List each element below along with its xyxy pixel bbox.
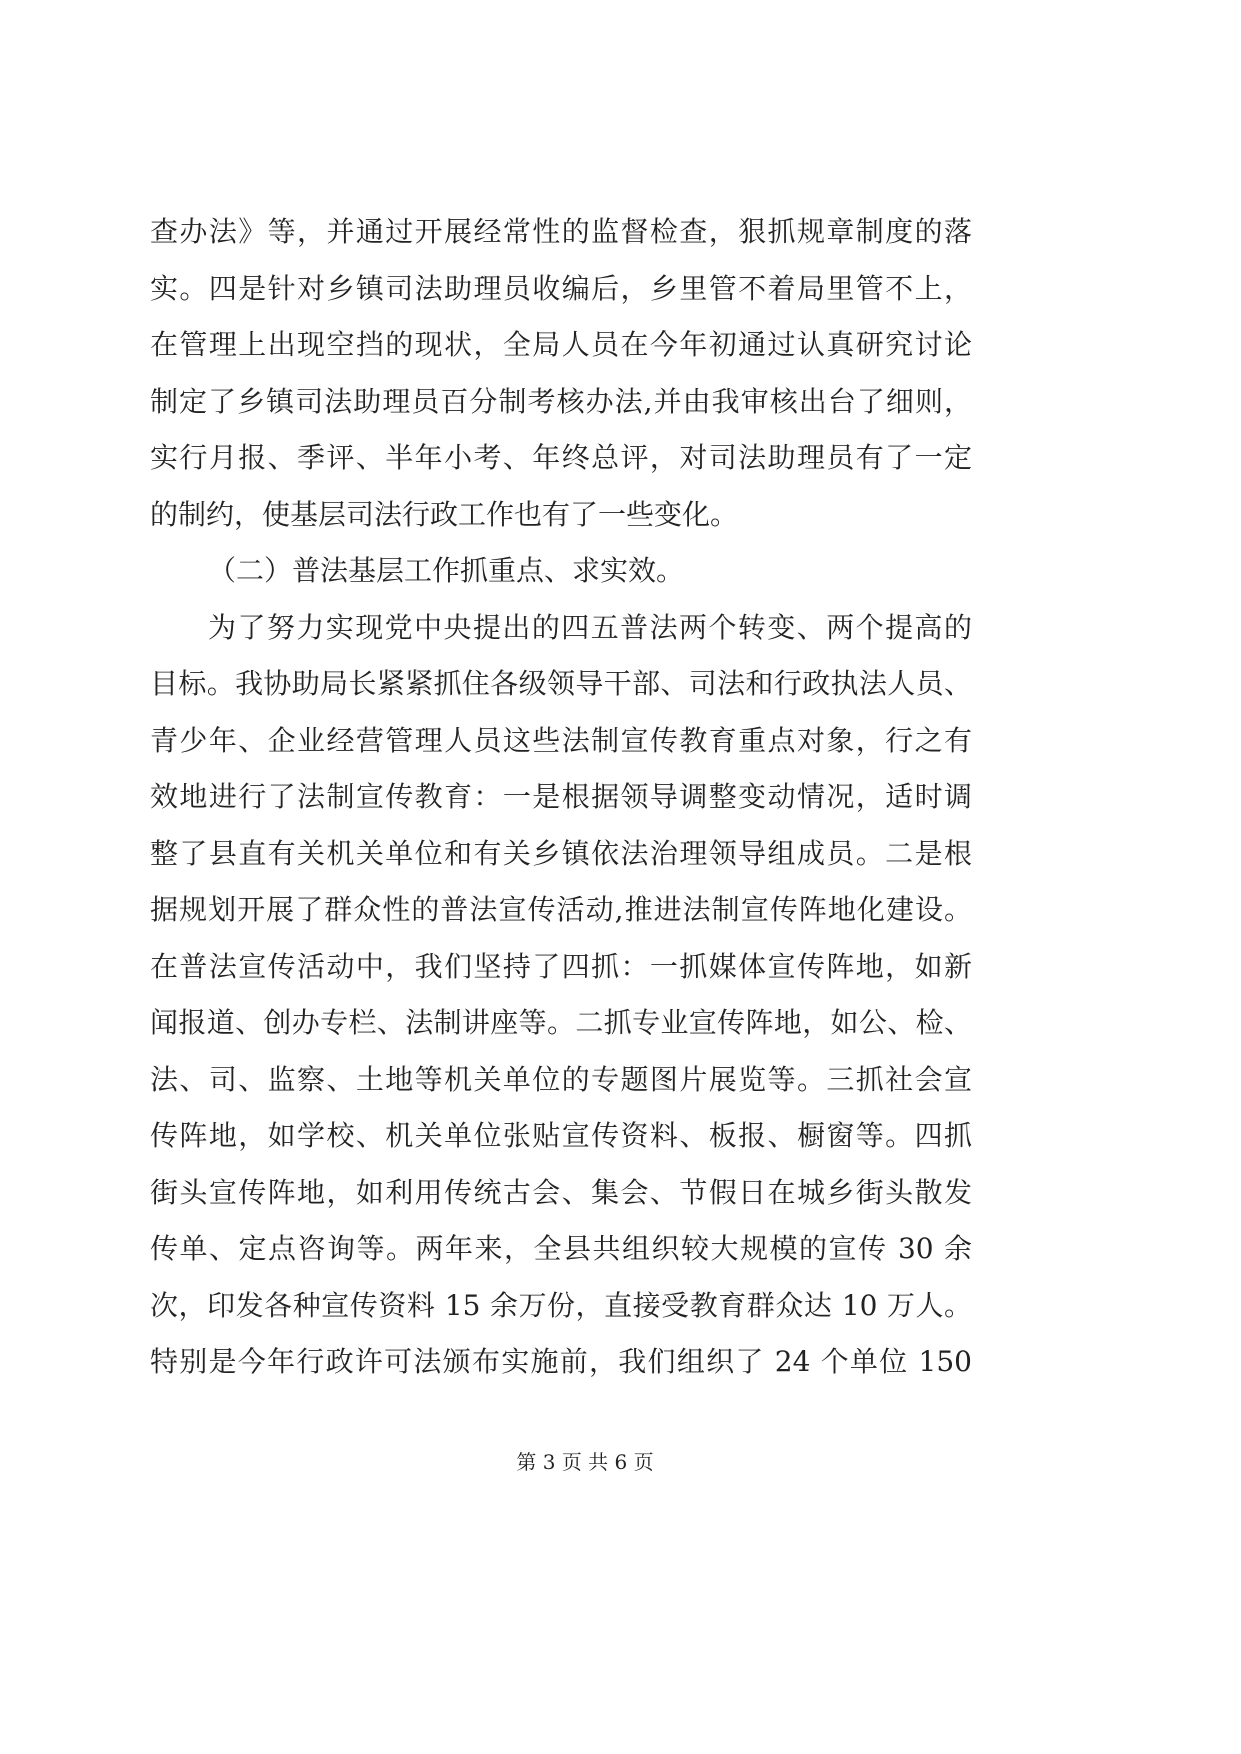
text-line: 传单、定点咨询等。两年来，全县共组织较大规模的宣传 30 余 — [150, 1232, 972, 1265]
text-line: 次，印发各种宣传资料 15 余万份，直接受教育群众达 10 万人。 — [150, 1288, 972, 1322]
text-line: 的制约，使基层司法行政工作也有了一些变化。 — [150, 497, 739, 531]
text-line: （二）普法基层工作抓重点、求实效。 — [208, 554, 685, 587]
text-line: 青少年、企业经营管理人员这些法制宣传教育重点对象，行之有 — [150, 723, 972, 757]
text-line: 整了县直有关机关单位和有关乡镇依法治理领导组成员。二是根 — [150, 836, 972, 870]
text-line: 在管理上出现空挡的现状，全局人员在今年初通过认真研究讨论 — [150, 328, 972, 361]
text-line: 法、司、监察、土地等机关单位的专题图片展览等。三抓社会宣 — [150, 1062, 972, 1096]
page-footer: 第 3 页 共 6 页 — [516, 1450, 654, 1474]
text-line: 为了努力实现党中央提出的四五普法两个转变、两个提高的 — [208, 610, 972, 644]
text-line: 效地进行了法制宣传教育：一是根据领导调整变动情况，适时调 — [150, 780, 972, 813]
text-line: 传阵地，如学校、机关单位张贴宣传资料、板报、橱窗等。四抓 — [150, 1119, 972, 1152]
text-line: 在普法宣传活动中，我们坚持了四抓：一抓媒体宣传阵地，如新 — [150, 949, 972, 983]
text-line: 据规划开展了群众性的普法宣传活动,推进法制宣传阵地化建设。 — [150, 893, 972, 926]
text-line: 实。四是针对乡镇司法助理员收编后，乡里管不着局里管不上， — [150, 271, 972, 305]
text-line: 实行月报、季评、半年小考、年终总评，对司法助理员有了一定 — [150, 441, 972, 474]
text-line: 查办法》等，并通过开展经常性的监督检查，狠抓规章制度的落 — [150, 215, 972, 248]
text-line: 街头宣传阵地，如利用传统古会、集会、节假日在城乡街头散发 — [150, 1175, 972, 1209]
text-line: 制定了乡镇司法助理员百分制考核办法,并由我审核出台了细则， — [150, 384, 972, 418]
text-line: 闻报道、创办专栏、法制讲座等。二抓专业宣传阵地，如公、检、 — [150, 1006, 972, 1039]
document-body — [150, 212, 972, 1399]
text-line: 目标。我协助局长紧紧抓住各级领导干部、司法和行政执法人员、 — [150, 667, 972, 700]
text-line: 特别是今年行政许可法颁布实施前，我们组织了 24 个单位 150 — [150, 1345, 972, 1378]
